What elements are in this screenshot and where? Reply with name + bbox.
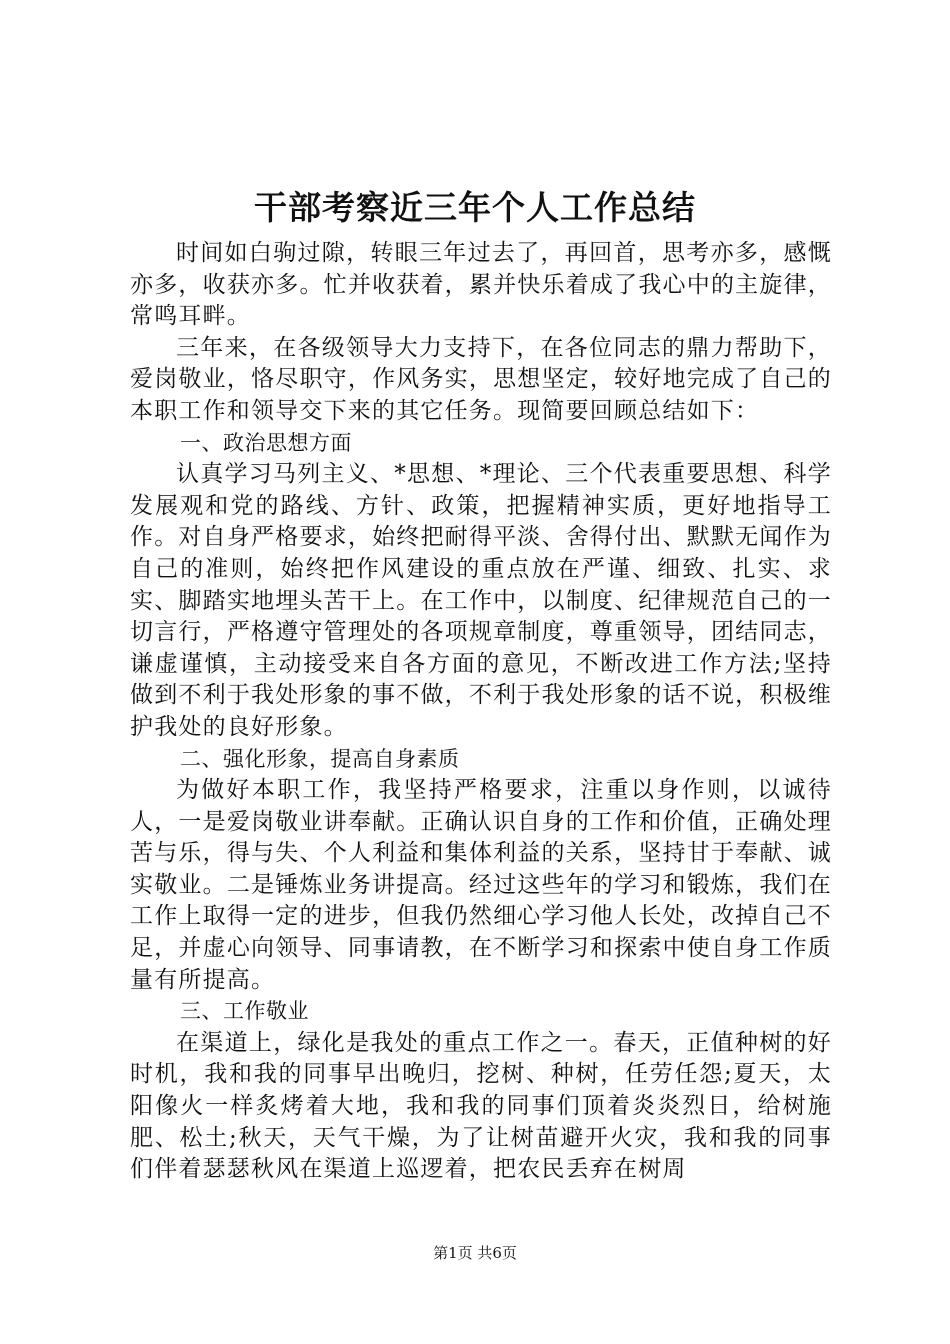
page-footer: 第1页 共6页: [433, 1244, 517, 1262]
section-heading: 二、强化形象，提高自身素质: [180, 746, 460, 771]
paragraph: 时间如白驹过隙，转眼三年过去了，再回首，思考亦多，感慨亦多，收获亦多。忙并收获着，累并快乐着成了我心中的主旋律，常鸣耳畔。: [130, 240, 832, 330]
paragraph: 三年来，在各级领导大力支持下，在各位同志的鼎力帮助下，爱岗敬业，恪尽职守，作风务实，思想坚定，较好地完成了自己的本职工作和领导交下来的其它任务。现简要回顾总结如下：: [130, 334, 832, 424]
document-title: 干部考察近三年个人工作总结: [254, 188, 696, 227]
paragraph: 为做好本职工作，我坚持严格要求，注重以身作则，以诚待人，一是爱岗敬业讲奉献。正确认识自身的工作和价值，正确处理苦与乐，得与失、个人利益和集体利益的关系，坚持甘于奉献、诚实敬业。二是锤炼业务讲提高。经过这些年的学习和锻炼，我们在工作上取得一定的进步，但我仍然细心学习他人长处，改掉自己不足，并虚心向领导、同事请教，在不断学习和探索中使自身工作质量有所提高。: [130, 777, 832, 993]
paragraph: 在渠道上，绿化是我处的重点工作之一。春天，正值种树的好时机，我和我的同事早出晚归，挖树、种树，任劳任怨;夏天，太阳像火一样炙烤着大地，我和我的同事们顶着炎炎烈日，给树施肥、松土;秋天，天气干燥，为了让树苗避开火灾，我和我的同事们伴着瑟瑟秋风在渠道上巡逻着，把农民丢弃在树周: [130, 1029, 832, 1183]
section-heading: 三、工作敬业: [180, 999, 309, 1024]
paragraph: 认真学习马列主义、*思想、*理论、三个代表重要思想、科学发展观和党的路线、方针、政策，把握精神实质，更好地指导工作。对自身严格要求，始终把耐得平淡、舍得付出、默默无闻作为自己的准则，始终把作风建设的重点放在严谨、细致、扎实、求实、脚踏实地埋头苦干上。在工作中，以制度、纪律规范自己的一切言行，严格遵守管理处的各项规章制度，尊重领导，团结同志，谦虚谨慎，主动接受来自各方面的意见，不断改进工作方法;坚持做到不利于我处形象的事不做，不利于我处形象的话不说，积极维护我处的良好形象。: [130, 461, 832, 740]
document-body: [130, 238, 832, 1186]
section-heading: 一、政治思想方面: [180, 430, 352, 455]
